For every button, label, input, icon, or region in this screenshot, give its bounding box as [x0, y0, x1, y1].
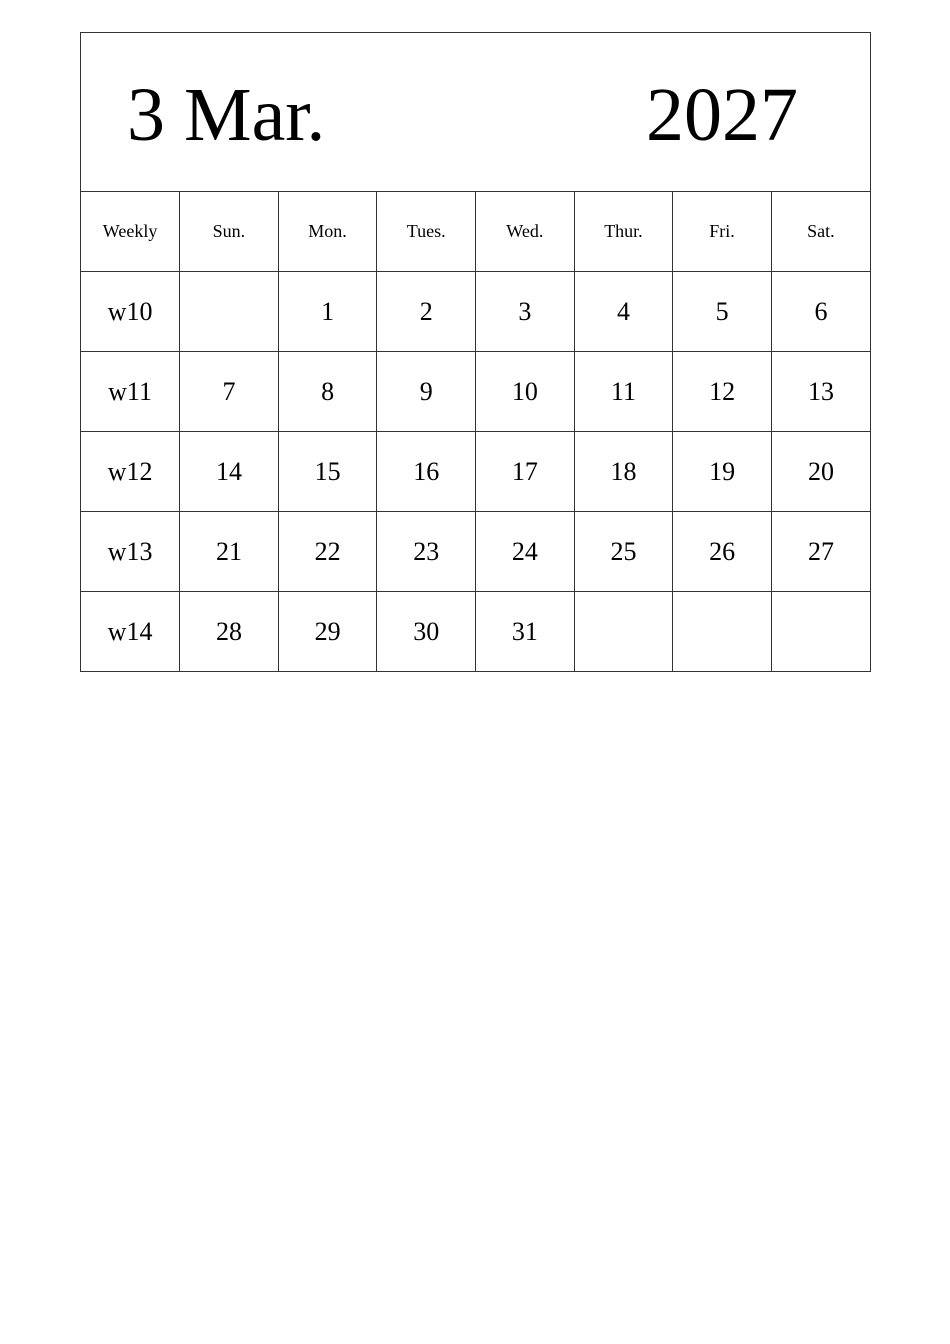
day-cell: 19 [673, 432, 772, 512]
day-cell: 24 [476, 512, 575, 592]
weekday-header-thu: Thur. [574, 192, 673, 272]
day-cell: 25 [574, 512, 673, 592]
day-cell [180, 272, 279, 352]
week-number: w14 [81, 592, 180, 672]
day-cell [673, 592, 772, 672]
day-cell: 15 [278, 432, 377, 512]
month-title: 3 Mar. [127, 73, 326, 157]
day-cell: 27 [771, 512, 870, 592]
week-number: w10 [81, 272, 180, 352]
calendar-header [81, 33, 870, 192]
calendar [80, 32, 871, 672]
day-cell [771, 592, 870, 672]
day-cell: 20 [771, 432, 870, 512]
calendar-grid [81, 192, 870, 671]
day-cell: 30 [377, 592, 476, 672]
week-row [81, 272, 870, 352]
day-cell: 11 [574, 352, 673, 432]
day-cell: 6 [771, 272, 870, 352]
day-cell: 22 [278, 512, 377, 592]
day-cell: 8 [278, 352, 377, 432]
day-cell: 21 [180, 512, 279, 592]
weekday-header-mon: Mon. [278, 192, 377, 272]
weekday-header-sun: Sun. [180, 192, 279, 272]
day-cell: 12 [673, 352, 772, 432]
day-cell: 13 [771, 352, 870, 432]
day-cell: 3 [476, 272, 575, 352]
day-cell: 9 [377, 352, 476, 432]
week-row [81, 592, 870, 672]
day-cell: 7 [180, 352, 279, 432]
weekday-header-sat: Sat. [771, 192, 870, 272]
weekday-header-tue: Tues. [377, 192, 476, 272]
day-cell: 26 [673, 512, 772, 592]
year-title: 2027 [646, 73, 798, 157]
weekday-header-row [81, 192, 870, 272]
day-cell: 14 [180, 432, 279, 512]
week-row [81, 432, 870, 512]
week-number: w12 [81, 432, 180, 512]
day-cell: 18 [574, 432, 673, 512]
day-cell: 1 [278, 272, 377, 352]
day-cell: 28 [180, 592, 279, 672]
day-cell: 29 [278, 592, 377, 672]
week-number: w13 [81, 512, 180, 592]
weekly-column-header: Weekly [81, 192, 180, 272]
week-row [81, 512, 870, 592]
day-cell: 16 [377, 432, 476, 512]
day-cell: 23 [377, 512, 476, 592]
day-cell: 17 [476, 432, 575, 512]
day-cell: 10 [476, 352, 575, 432]
day-cell [574, 592, 673, 672]
weekday-header-fri: Fri. [673, 192, 772, 272]
day-cell: 31 [476, 592, 575, 672]
day-cell: 4 [574, 272, 673, 352]
week-number: w11 [81, 352, 180, 432]
day-cell: 5 [673, 272, 772, 352]
weekday-header-wed: Wed. [476, 192, 575, 272]
day-cell: 2 [377, 272, 476, 352]
week-row [81, 352, 870, 432]
